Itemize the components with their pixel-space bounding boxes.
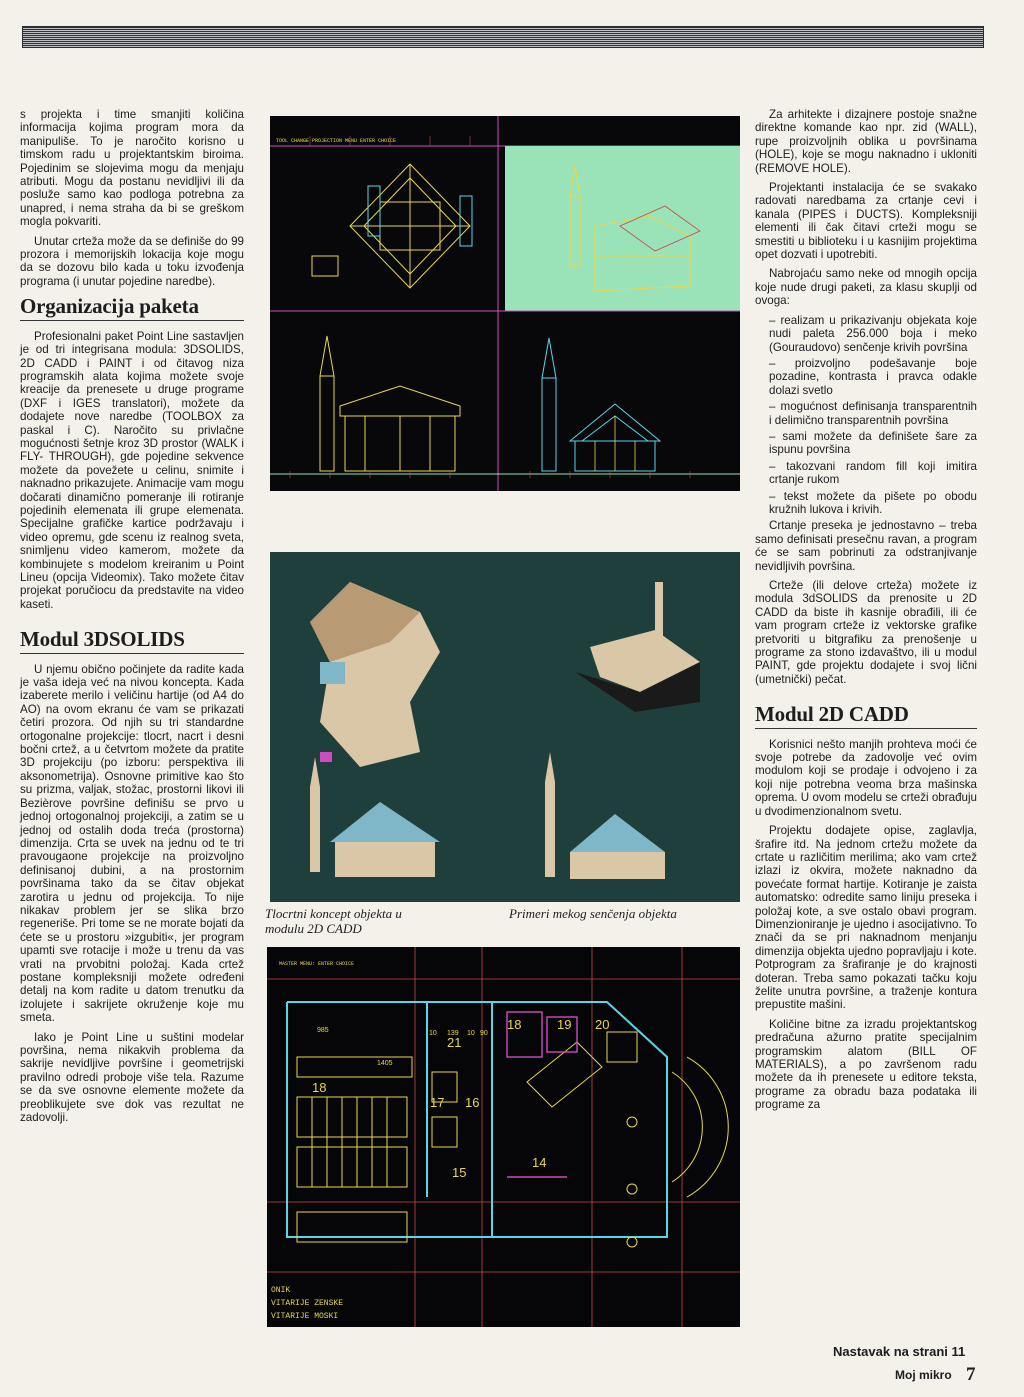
paragraph: Količine bitne za izradu projektantskog predračuna ažurno pratite specijalnim programskim alatom (BILL OF MATERIALS), a po završenom radu možete da ih prenesete u editore teksta, programe za obradu baza podataka ili programe za (755, 1017, 977, 1112)
list-item: – proizvoljno podešavanje boje pozadine, kontrasta i pravca odakle dolazi svetlo (769, 356, 977, 397)
paragraph: Profesionalni paket Point Line sastavljen je od tri integrisana modula: 3DSOLIDS, 2D CADD i PAINT i od čitavog niza programskih alata kojima možete svoje kreacije da prenesete u druge programe (DXF i IGES translatori), možete da dodajete nove naredbe (TOOLBOX za paskal i C). Naročito su privlačne mogućnosti šetnje kroz 3D prostor (WALK i FLY- THROUGH), gde pojedine sekvence možete da povežete u celinu, snimite i naknadno prikazujete. Animacije vam mogu dočarati dinamično pomeranje ili rotiranje pojedinih elemenata ili grupe elemenata. Specijalne grafičke kartice podržavaju i video opremu, gde scenu iz realnog sveta, snimljenu video kamerom, možete da kombinujete s modelom kreiranim u Point Lineu (opcija Videomix). Tako možete čitav projekat poručiocu da predstavite na video kaseti. (20, 329, 244, 611)
cadd-floor-plan-screenshot (267, 947, 740, 1327)
paragraph: U njemu obično počinjete da radite kada je vaša ideja već na nivou koncepta. Kada izaberete merilo i veličinu hartije (od A4 do AO) na ovom ekranu će vam se prikazati četiri prozora. Od njih su tri standardne ortogonalne projekcije: tlocrt, nacrt i desni bočni crtež, a u četvrtom možete da pratite 3D projekciju (po izboru: perspektiva ili aksonometrija). Osnovne primitive kao što su prizma, valjak, stožac, prostorni likovi ili Bezièrove površine definišu se prvo u jednoj ortogonalnoj projekciji, a zatim se u jednoj od ostalih doda treća (prostorna) dimenzija. Crta se uvek na jednu od te tri pravougaone projekcije na proizvoljno definisanoj dubini, a na prostornim površinama tako da se čitav objekat zarotira u jednu od projekcija. To nije nikakav problem jer se slika brzo regeneriše. Pri tome se ne morate bojati da ćete se u prostoru »izgubiti«, jer program upamti sve rotacije i može u trenu da vas vrati na prvobitni položaj. Kada crtež postane kompleksniji možete određeni detalj na kom radite u datom trenutku da izolujete i sakrijete okruženje koje mu smeta. (20, 662, 244, 1025)
paragraph: Unutar crteža može da se definiše do 99 prozora i memorijskih lokacija koje mogu da se dozovu bilo kada u toku izvođenja programa (i unutar pojedine naredbe). (20, 234, 244, 288)
room-label: 21 (447, 1035, 462, 1050)
list-item: – sami možete da definišete šare za ispunu površina (769, 429, 977, 457)
dimension-label: 1405 (377, 1060, 393, 1067)
section-heading-3dsolids: Modul 3DSOLIDS (20, 633, 244, 653)
continuation-note: Nastavak na strani 11 (833, 1344, 966, 1359)
caption-right: Primeri mekog senčenja objekta (509, 906, 677, 921)
list-item: – tekst možete da pišete po obodu kružnih lukova i krivih. (769, 489, 977, 516)
header-stripe-bar (22, 26, 984, 48)
paragraph: Iako je Point Line u suštini modelar površina, nema nikakvih problema da sakrije nevidljive površine i geometrijski pravilno odredi proboje više tela. Razume se da sve osnovne elemente možete da preoblikujete sve dok vas rezultat ne zadovolji. (20, 1030, 244, 1125)
paragraph: Korisnici nešto manjih prohteva moći će svoje potrebe da zadovolje već ovim modulom koji se prodaje i odvojeno i za koji nije potrebna veoma brza mašinska oprema. U ovom modelu se crteži obrađuju u dvodimenzionalnom svetu. (755, 737, 977, 818)
cad-four-view-screenshot (270, 116, 740, 491)
paragraph: Projektu dodajete opise, zaglavlja, šrafire itd. Na jednom crtežu možete da crtate u različitim merilima; ako vam crtež izlazi iz okvira, možete naknadno da povećate format hartije. Kotiranje je zaista automatsko: odredite samo liniju preseka i položaj kote, a sve ostalo obavi program. Dimenzioniranje je ujedno i asocijativno. To znači da se pri naknadnom menjanju dimenzija objekta ujedno popravljaju i kote. Potprogram za šrafiranje je do krajnosti doteran. Treba samo pokazati tačku koju želite unutra površine, a traženje kontura prepustite mašini. (755, 824, 977, 1012)
page-number: 7 (966, 1364, 976, 1385)
room-label: 18 (507, 1017, 522, 1032)
legend-label: ONIK (271, 1286, 291, 1295)
right-text-column (755, 108, 977, 1118)
paragraph: Za arhitekte i dizajnere postoje snažne direktne komande kao npr. zid (WALL), rupe proizvoljnih oblika u površinama (HOLE), koje se mogu naknadno i ukloniti (REMOVE HOLE). (755, 108, 977, 175)
room-label: 17 (430, 1095, 445, 1110)
dimension-label: 985 (317, 1027, 329, 1034)
room-label: 15 (452, 1165, 467, 1180)
dimension-label: 139 (447, 1030, 459, 1037)
left-text-column (20, 108, 244, 1130)
list-item: – mogućnost definisanja transparentnih i delimično transparentnih površina (769, 400, 977, 427)
room-label: 16 (465, 1095, 480, 1110)
paragraph: s projekta i time smanjiti količina informacija kojima program mora da manipuliše. To je naročito korisno u timskom radu u projektantskim biroima. Pojedinim se slojevima mogu da menjaju atributi. Mogu da postanu nevidljivi ili da posluže samo kao podloga potrebna za unapred, i nema straha da bi se greškom mogla pokvariti. (20, 108, 244, 229)
paragraph: Crtanje preseka je jednostavno – treba samo definisati presečnu ravan, a program će se sam pobrinuti za odstranjivanje nevidljivih površina. (755, 519, 977, 573)
legend-label: VITARIJE ZENSKE (271, 1299, 344, 1308)
dimension-label: 90 (480, 1030, 488, 1037)
legend-label: VITARIJE MOSKI (271, 1312, 339, 1321)
dimension-label: 10 (429, 1030, 437, 1037)
paragraph: Crteže (ili delove crteža) možete iz modula 3dSOLIDS da prenosite u 2D CADD da biste ih kasnije obrađili, ili će vam program crteže iz vektorske grafike pretvoriti u bitgrafiku za prenošenje u programe za stono izdavaštvo, ili u modul PAINT, gde projektu dodajete i svoj lični (umetnički) pečat. (755, 579, 977, 686)
cad-menu-text: TOOL CHANGE PROJECTION MENU ENTER CHOICE (276, 138, 397, 144)
room-label: 14 (532, 1155, 547, 1170)
section-heading-2dcadd: Modul 2D CADD (755, 708, 977, 728)
paragraph: Nabrojaću samo neke od mnogih opcija koje nude drugi paketi, za klasu skuplji od ovoga: (755, 267, 977, 308)
paragraph: Projektanti instalacija će se svakako radovati naredbama za crtanje cevi i kanala (PIPES i DUCTS). Kompleksniji elementi ili čak čitavi crteži mogu se smestiti u biblioteku i u kasnijim projektima opet dozvati i upotrebiti. (755, 181, 977, 262)
section-heading-organizacija: Organizacija paketa (20, 300, 244, 320)
caption-left: Tlocrtni koncept objekta u modulu 2D CADD (265, 906, 402, 936)
soft-shading-render-screenshot (270, 552, 740, 902)
room-label: 19 (557, 1017, 572, 1032)
list-item: – realizam u prikazivanju objekata koje nudi paleta 256.000 boja i meko (Gouraudovo) senčenje krivih površina (769, 313, 977, 354)
list-item: – takozvani random fill koji imitira crtanje rukom (769, 459, 977, 487)
dimension-label: 10 (467, 1030, 475, 1037)
magazine-name: Moj mikro (895, 1368, 952, 1382)
plan-menu-text: MASTER MENU: ENTER CHOICE (279, 961, 355, 967)
room-label: 18 (312, 1080, 327, 1095)
room-label: 20 (595, 1017, 610, 1032)
